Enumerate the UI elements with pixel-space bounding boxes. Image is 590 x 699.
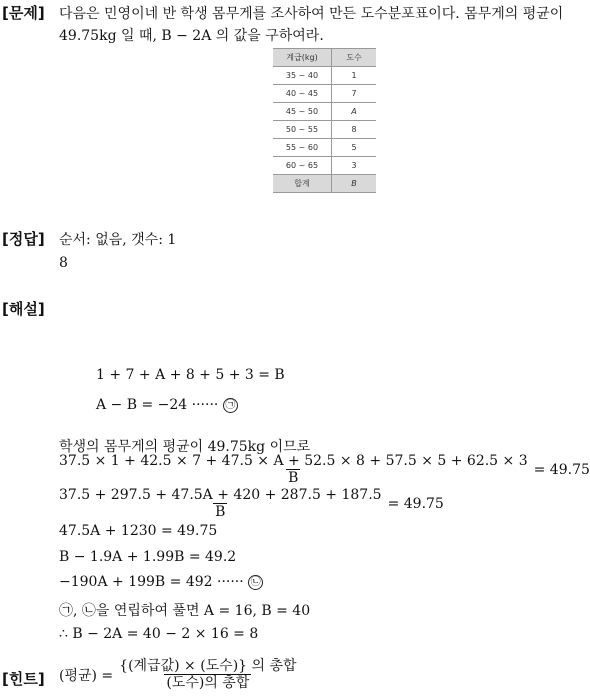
table-cell-class: 55 ~ 60: [273, 139, 332, 157]
hint-formula: [59, 658, 299, 691]
table-cell-class: 35 ~ 40: [273, 67, 332, 85]
mean-statement: 학생의 몸무게의 평균이 49.75kg 이므로: [59, 439, 311, 455]
hint-denominator: (도수)의 총합: [166, 675, 250, 691]
fraction-1-numerator: 37.5 × 1 + 42.5 × 7 + 47.5 × A + 52.5 × 8 + 57.5 × 5 + 62.5 × 3: [59, 453, 528, 469]
fraction-2-denominator: B: [215, 504, 226, 520]
table-cell-frequency: 5: [332, 139, 377, 157]
problem-label: [문제]: [2, 4, 45, 22]
answer-label: [정답]: [2, 230, 45, 248]
table-cell-frequency: 1: [332, 67, 377, 85]
solution-label: [해설]: [2, 300, 45, 318]
equation-4: B − 1.9A + 1.99B = 49.2: [59, 549, 237, 565]
table-total-row: [273, 175, 376, 193]
table-header-frequency: 도수: [332, 49, 377, 67]
fraction-mean-2: [57, 487, 444, 520]
equation-1-text: A − B = −24 ······: [96, 397, 219, 413]
table-cell-class: 60 ~ 65: [273, 157, 332, 175]
table-row: [273, 139, 376, 157]
table-cell-frequency: 7: [332, 85, 377, 103]
equation-1: [96, 397, 238, 413]
table-cell-frequency: 3: [332, 157, 377, 175]
hint-lhs: (평균) =: [59, 667, 114, 684]
table-cell-class: 40 ~ 45: [273, 85, 332, 103]
hint-numerator: {(계급값) × (도수)} 의 총합: [119, 658, 297, 674]
table-header-row: [273, 49, 376, 67]
problem-line-1: 다음은 민영이네 반 학생 몸무게를 조사하여 만든 도수분포표이다. 몸무게의 평균이: [59, 6, 564, 22]
table-total-value: B: [332, 175, 377, 193]
answer-meta: 순서: 없음, 갯수: 1: [59, 232, 177, 248]
fraction-2-rhs: = 49.75: [387, 495, 444, 512]
table-cell-class: 45 ~ 50: [273, 103, 332, 121]
equation-3: 47.5A + 1230 = 49.75: [59, 523, 218, 539]
table-cell-class: 50 ~ 55: [273, 121, 332, 139]
fraction-1-denominator: B: [288, 470, 299, 486]
frequency-table: [273, 48, 376, 193]
fraction-mean-1: [57, 453, 590, 486]
final-result: ∴ B − 2A = 40 − 2 × 16 = 8: [59, 626, 259, 642]
table-total-label: 합계: [273, 175, 332, 193]
solve-system: ㉠, ㉡을 연립하여 풀면 A = 16, B = 40: [59, 603, 311, 619]
table-cell-frequency: 8: [332, 121, 377, 139]
table-header-class: 계급(kg): [273, 49, 332, 67]
equation-2: [59, 574, 263, 590]
table-row: [273, 103, 376, 121]
equation-2-text: −190A + 199B = 492 ······: [59, 574, 244, 590]
table-row: [273, 67, 376, 85]
table-row: [273, 157, 376, 175]
circled-mark-1: ㉠: [223, 398, 238, 413]
fraction-2-numerator: 37.5 + 297.5 + 47.5A + 420 + 287.5 + 187.5: [59, 487, 382, 503]
problem-line-2: 49.75kg 일 때, B − 2A 의 값을 구하여라.: [59, 28, 324, 44]
table-cell-frequency: A: [332, 103, 377, 121]
table-row: [273, 121, 376, 139]
circled-mark-2: ㉡: [248, 575, 263, 590]
answer-value: 8: [59, 255, 68, 271]
fraction-1-rhs: = 49.75: [533, 461, 590, 478]
table-row: [273, 85, 376, 103]
hint-label: [힌트]: [2, 670, 45, 688]
equation-sum: 1 + 7 + A + 8 + 5 + 3 = B: [96, 367, 285, 383]
